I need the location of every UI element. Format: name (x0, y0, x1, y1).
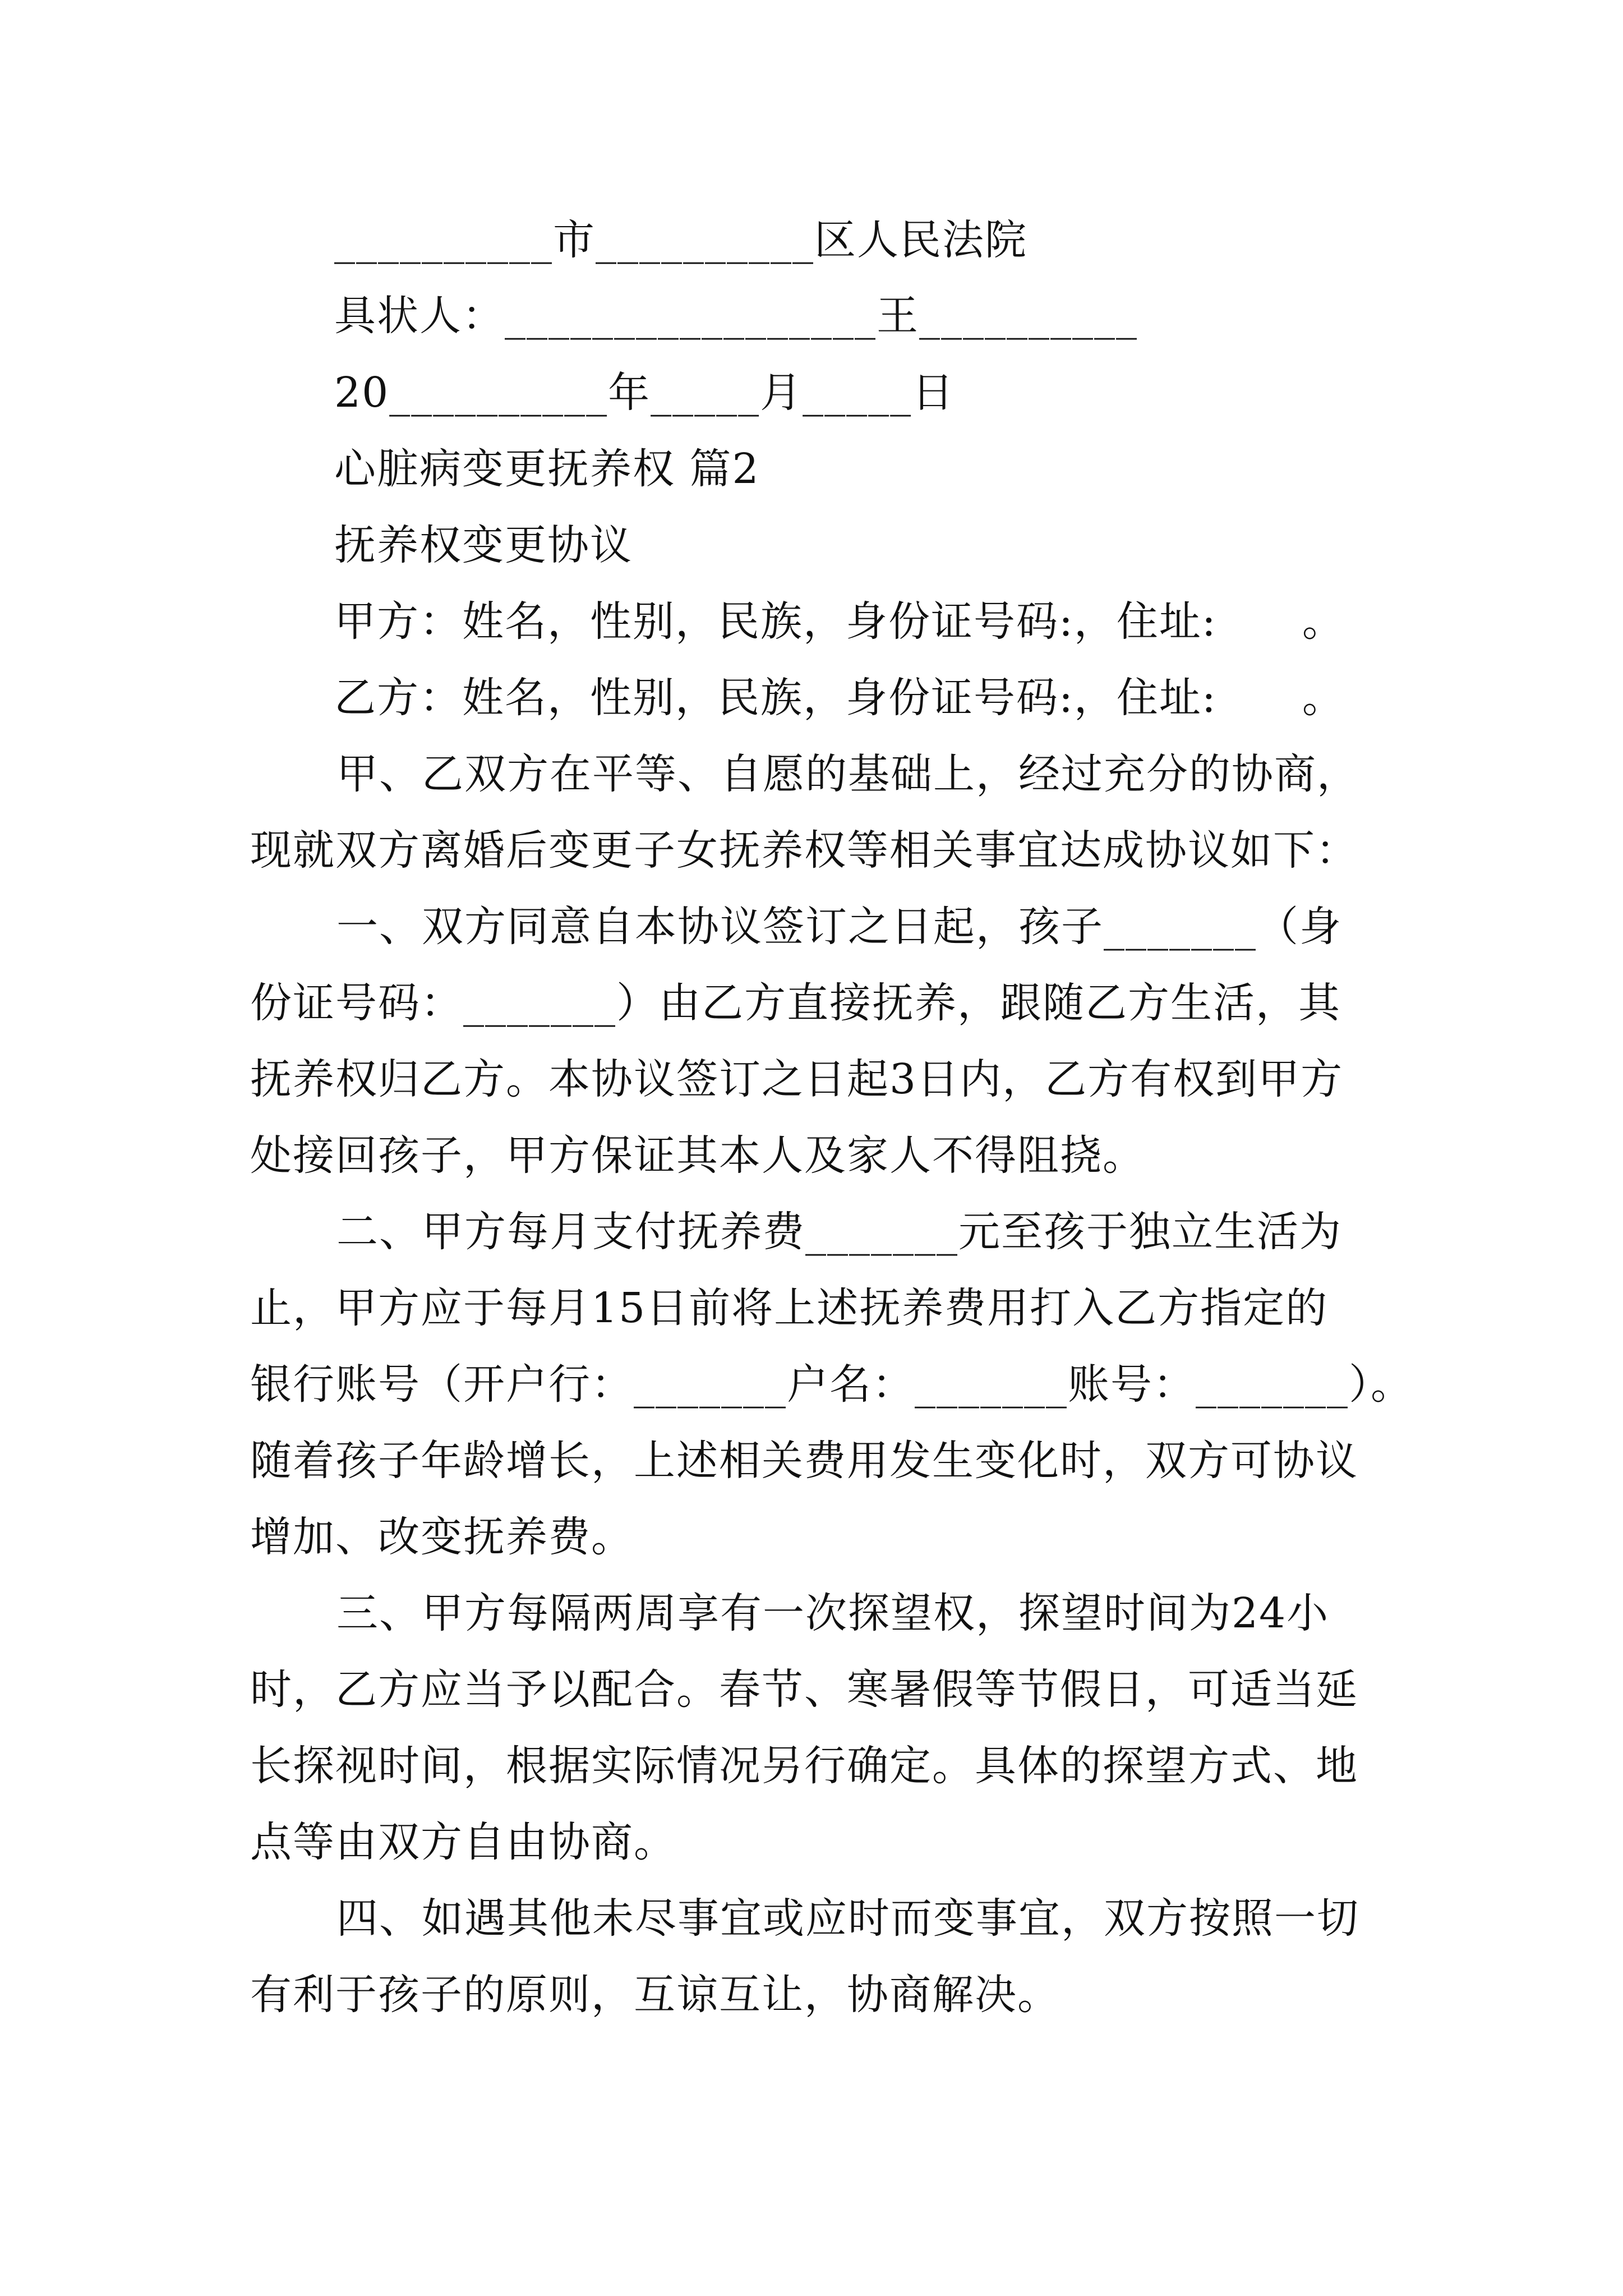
date-line: 20__________年_____月_____日 (334, 369, 955, 417)
party-a-line: 甲方：姓名，性别，民族，身份证号码:，住址: 。 (334, 597, 1345, 646)
party-b-line: 乙方：姓名，性别，民族，身份证号码:，住址: 。 (334, 674, 1345, 722)
agreement-title: 抚养权变更协议 (334, 521, 633, 569)
clause4-line-2: 有利于孩子的原则，互谅互让，协商解决。 (250, 1971, 1060, 2019)
clause1-line-3: 抚养权归乙方。本协议签订之日起3日内，乙方有权到甲方 (250, 1055, 1344, 1103)
clause1-line-1: 一、双方同意自本协议签订之日起，孩子_______（身 (336, 903, 1342, 951)
clause4-line-1: 四、如遇其他未尽事宜或应时而变事宜，双方按照一切 (336, 1894, 1359, 1943)
petitioner-line: 具状人：_________________王__________ (334, 292, 1138, 340)
clause3-line-2: 时，乙方应当予以配合。春节、寒暑假等节假日，可适当延 (250, 1665, 1358, 1714)
clause2-line-2: 止，甲方应于每月15日前将上述抚养费用打入乙方指定的 (250, 1284, 1329, 1332)
clause1-line-4: 处接回孩子，甲方保证其本人及家人不得阻挠。 (250, 1131, 1145, 1180)
clause3-line-1: 三、甲方每隔两周享有一次探望权，探望时间为24小 (336, 1589, 1330, 1637)
clause2-line-4: 随着孩子年龄增长，上述相关费用发生变化时，双方可协议 (250, 1437, 1358, 1485)
section-heading: 心脏病变更抚养权 篇2 (334, 445, 760, 493)
clause2-line-5: 增加、改变抚养费。 (250, 1513, 634, 1561)
clause3-line-4: 点等由双方自由协商。 (250, 1818, 676, 1866)
preamble-line-1: 甲、乙双方在平等、自愿的基础上，经过充分的协商， (336, 750, 1359, 798)
court-line: __________市__________区人民法院 (334, 216, 1027, 264)
clause2-line-1: 二、甲方每月支付抚养费_______元至孩于独立生活为 (336, 1208, 1342, 1256)
preamble-line-2: 现就双方离婚后变更子女抚养权等相关事宜达成协议如下： (250, 826, 1358, 875)
clause2-line-3: 银行账号（开户行：_______户名：_______账号：_______）。 (250, 1360, 1413, 1409)
clause3-line-3: 长探视时间，根据实际情况另行确定。具体的探望方式、地 (250, 1742, 1358, 1790)
clause1-line-2: 份证号码：_______）由乙方直接抚养，跟随乙方生活，其 (250, 979, 1341, 1027)
